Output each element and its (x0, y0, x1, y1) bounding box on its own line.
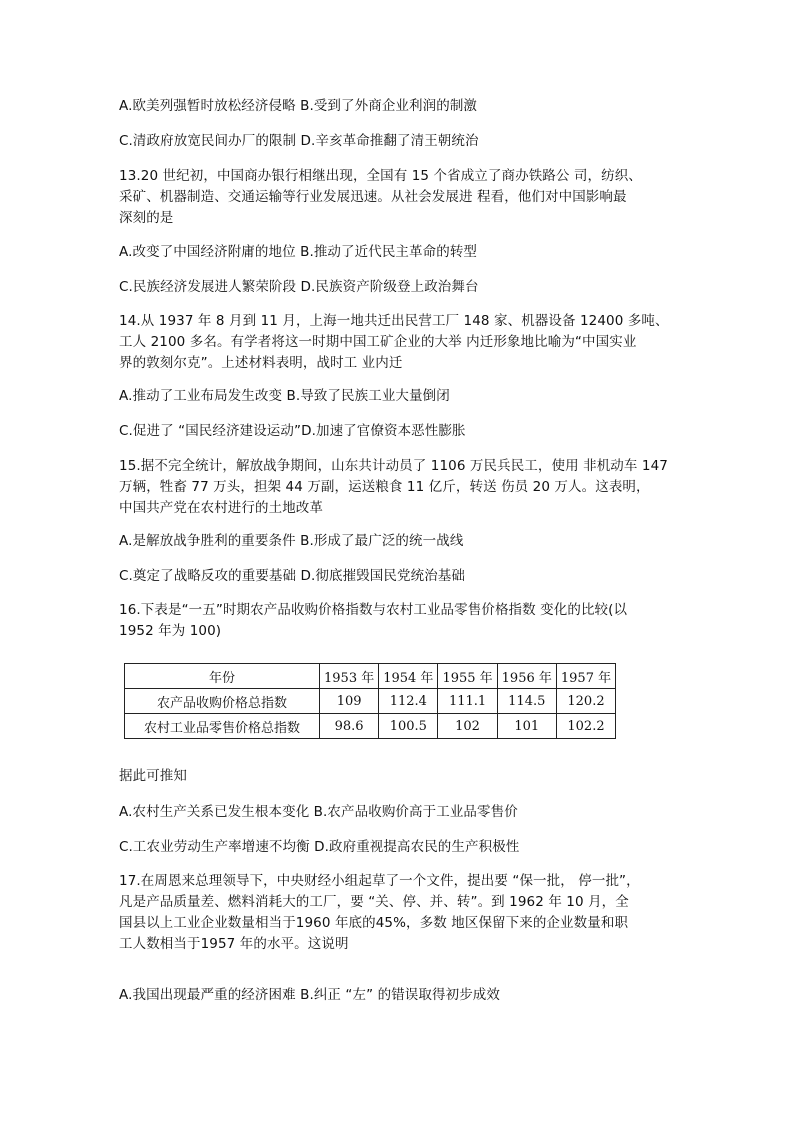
q16-stem-line-2: 1952 年为 100) (119, 623, 222, 639)
q15-stem-line-2: 万辆，牲畜 77 万头，担架 44 万副，运送粮食 11 亿斤，转送 伤员 20 万人。这表明， (119, 479, 650, 495)
q14-options-cd: C.促进了 “国民经济建设运动”D.加速了官僚资本恶性膨胀 (119, 423, 466, 439)
q14-stem-line-3: 界的敦刻尔克”。上述材料表明，战时工 业内迁 (119, 355, 403, 371)
q16-stem-line-1: 16.下表是“一五”时期农产品收购价格指数与农村工业品零售价格指数 变化的比较(以 (119, 602, 628, 618)
q14-stem-line-1: 14.从 1937 年 8 月到 11 月，上海一地共迁出民营工厂 148 家、机器设备 12400 多吨、 (119, 313, 669, 329)
table-row (125, 689, 616, 714)
table-row (125, 714, 616, 739)
q17-stem-line-4: 工人数相当于1957 年的水平。这说明 (119, 936, 349, 952)
table-cell: 98.6 (320, 714, 379, 739)
table-header-cell: 1954 年 (379, 664, 438, 689)
q14-options-ab: A.推动了工业布局发生改变 B.导致了民族工业大量倒闭 (119, 388, 450, 404)
q12-options-cd: C.清政府放宽民间办厂的限制 D.辛亥革命推翻了清王朝统治 (119, 133, 479, 149)
q16-options-ab: A.农村生产关系已发生根本变化 B.农产品收购价高于工业品零售价 (119, 804, 518, 820)
q13-stem-line-2: 采矿、机器制造、交通运输等行业发展迅速。从社会发展进 程看，他们对中国影响最 (119, 189, 627, 205)
table-cell: 111.1 (438, 689, 497, 714)
q17-stem-line-1: 17.在周恩来总理领导下，中央财经小组起草了一个文件，提出要 “保一批， 停一批”， (119, 873, 640, 889)
q13-stem-line-1: 13.20 世纪初，中国商办银行相继出现，全国有 15 个省成立了商办铁路公 司，纺织、 (119, 168, 642, 184)
q13-options-ab: A.改变了中国经济附庸的地位 B.推动了近代民主革命的转型 (119, 244, 478, 260)
q16-options-cd: C.工农业劳动生产率增速不均衡 D.政府重视提高农民的生产积极性 (119, 839, 520, 855)
q15-stem-line-1: 15.据不完全统计，解放战争期间，山东共计动员了 1106 万民兵民工，使用 非机动车 147 (119, 458, 668, 474)
price-index-table (124, 663, 616, 739)
table-header-cell: 年份 (125, 664, 320, 689)
table-cell: 100.5 (379, 714, 438, 739)
table-header-cell: 1957 年 (556, 664, 615, 689)
q15-stem-line-3: 中国共产党在农村进行的土地改革 (119, 500, 323, 516)
table-cell: 120.2 (556, 689, 615, 714)
q13-stem-line-3: 深刻的是 (119, 210, 174, 226)
table-cell: 102 (438, 714, 497, 739)
q15-options-ab: A.是解放战争胜利的重要条件 B.形成了最广泛的统一战线 (119, 533, 464, 549)
table-cell: 102.2 (556, 714, 615, 739)
q13-options-cd: C.民族经济发展进人繁荣阶段 D.民族资产阶级登上政治舞台 (119, 279, 479, 295)
table-cell: 101 (497, 714, 556, 739)
q17-options-ab: A.我国出现最严重的经济困难 B.纠正 “左” 的错误取得初步成效 (119, 987, 501, 1003)
table-header-cell: 1953 年 (320, 664, 379, 689)
table-cell: 109 (320, 689, 379, 714)
q12-options-ab: A.欧美列强暂时放松经济侵略 B.受到了外商企业利润的制激 (119, 98, 478, 114)
q14-stem-line-2: 工人 2100 多名。有学者将这一时期中国工矿企业的大举 内迁形象地比喻为“中国实业 (119, 334, 637, 350)
table-header-cell: 1956 年 (497, 664, 556, 689)
q17-stem-line-3: 国县以上工业企业数量相当于1960 年底的45%，多数 地区保留下来的企业数量和职 (119, 915, 629, 931)
table-cell: 114.5 (497, 689, 556, 714)
q15-options-cd: C.奠定了战略反攻的重要基础 D.彻底摧毁国民党统治基础 (119, 568, 465, 584)
table-row-label: 农村工业品零售价格总指数 (125, 714, 320, 739)
table-row-label: 农产品收购价格总指数 (125, 689, 320, 714)
q17-stem-line-2: 凡是产品质量差、燃料消耗大的工厂，要 “关、停、并、转”。到 1962 年 10 月，全 (119, 894, 629, 910)
table-header-cell: 1955 年 (438, 664, 497, 689)
table-header-row (125, 664, 616, 689)
q16-prompt: 据此可推知 (119, 768, 187, 784)
table-cell: 112.4 (379, 689, 438, 714)
